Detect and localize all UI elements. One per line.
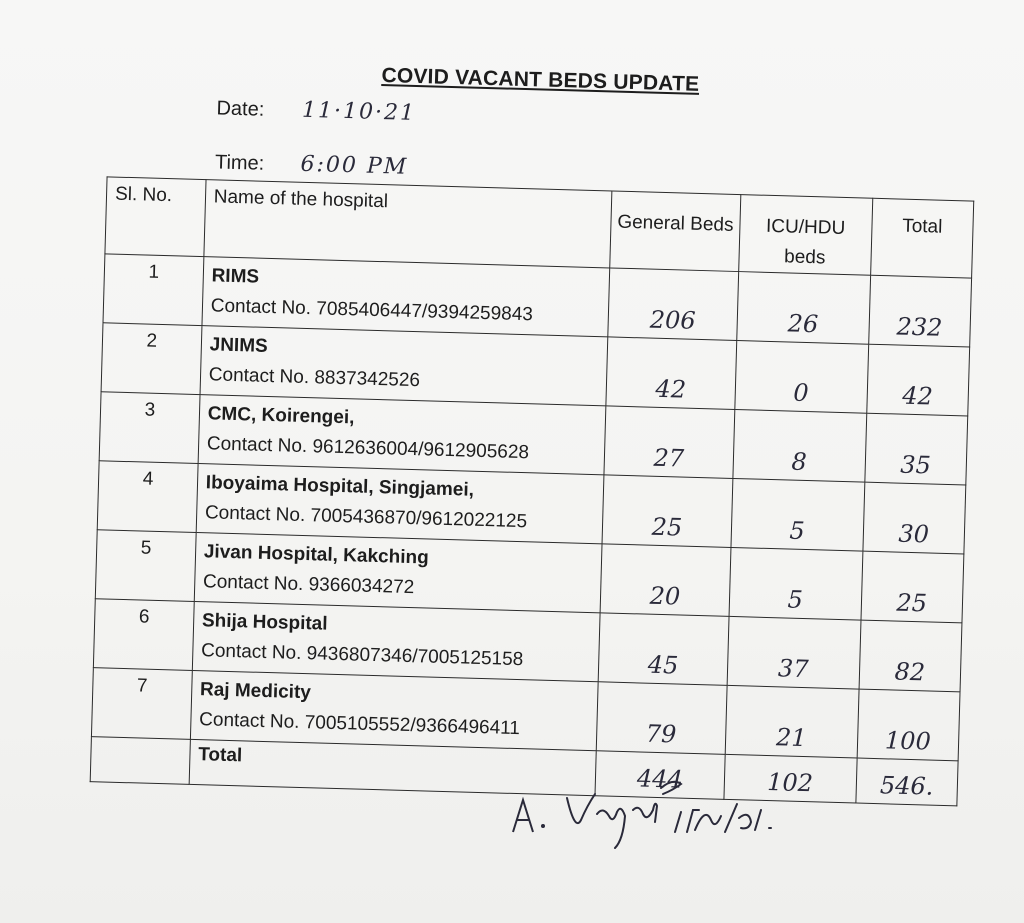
grand-total-cell bbox=[855, 758, 958, 806]
row-sl-no: 3 bbox=[99, 392, 200, 464]
date-value: 11·10·21 bbox=[301, 97, 417, 126]
row-icu-cell bbox=[729, 547, 863, 620]
general-beds-value: 25 bbox=[651, 512, 683, 542]
row-general-cell bbox=[598, 613, 729, 686]
header-hospital-name: Name of the hospital bbox=[204, 180, 612, 268]
row-icu-cell bbox=[733, 409, 867, 482]
row-total-cell bbox=[862, 482, 965, 554]
row-general-cell bbox=[604, 406, 735, 479]
hospital-name: JNIMS bbox=[209, 334, 269, 357]
icu-beds-value: 21 bbox=[775, 723, 808, 753]
row-hospital bbox=[198, 395, 606, 475]
row-hospital bbox=[194, 532, 602, 612]
row-general-cell bbox=[608, 268, 739, 341]
row-general-cell bbox=[602, 475, 733, 548]
row-sl-no: 1 bbox=[103, 254, 204, 326]
total-beds-value: 30 bbox=[898, 519, 930, 549]
general-beds-value: 206 bbox=[649, 305, 697, 335]
row-icu-cell bbox=[737, 272, 871, 345]
row-hospital bbox=[200, 326, 608, 406]
hospital-contact: Contact No. 9436807346/7005125158 bbox=[200, 640, 524, 671]
icu-beds-value: 26 bbox=[787, 309, 819, 339]
general-beds-value: 27 bbox=[653, 443, 685, 473]
date-label: Date: bbox=[216, 97, 265, 121]
header-general-beds: General Beds bbox=[610, 191, 741, 272]
time-value: 6:00 PM bbox=[300, 151, 409, 180]
header-icu-beds: ICU/HDU beds bbox=[738, 195, 872, 276]
icu-beds-value: 37 bbox=[777, 654, 809, 684]
row-hospital bbox=[196, 464, 604, 544]
row-sl-no: 5 bbox=[95, 530, 196, 602]
row-icu-cell bbox=[725, 685, 859, 758]
total-beds-value: 25 bbox=[896, 588, 928, 618]
general-beds-value: 45 bbox=[647, 650, 679, 680]
row-sl-no: 7 bbox=[91, 668, 192, 740]
hospital-name: Iboyaima Hospital, Singjamei, bbox=[205, 472, 475, 501]
row-icu-cell bbox=[727, 616, 861, 689]
hospital-name: Shija Hospital bbox=[201, 610, 328, 635]
icu-beds-value: 5 bbox=[787, 585, 804, 614]
row-icu-cell bbox=[735, 341, 869, 414]
general-beds-value: 42 bbox=[655, 374, 687, 404]
general-beds-value: 79 bbox=[645, 719, 677, 749]
hospital-contact: Contact No. 8837342526 bbox=[208, 364, 421, 392]
row-sl-no: 6 bbox=[93, 599, 194, 671]
row-icu-cell bbox=[731, 478, 865, 551]
total-beds-value: 100 bbox=[884, 726, 932, 756]
hospital-contact: Contact No. 9612636004/9612905628 bbox=[206, 433, 530, 464]
row-total-cell bbox=[868, 275, 971, 347]
row-total-cell bbox=[866, 344, 969, 416]
hospital-name: Raj Medicity bbox=[199, 679, 312, 704]
row-hospital bbox=[192, 601, 600, 681]
header-sl-no: Sl. No. bbox=[105, 177, 206, 257]
row-total-cell bbox=[861, 551, 964, 623]
total-beds-value: 35 bbox=[899, 450, 932, 480]
row-hospital bbox=[202, 257, 610, 337]
date-row bbox=[216, 95, 416, 126]
row-general-cell bbox=[606, 337, 737, 410]
icu-beds-value: 8 bbox=[791, 447, 808, 477]
hospital-name: CMC, Koirengei, bbox=[207, 403, 355, 429]
general-beds-value: 20 bbox=[649, 581, 681, 611]
total-general-value: 444 bbox=[636, 764, 684, 794]
handwritten-signature bbox=[505, 760, 805, 860]
vacant-beds-table bbox=[90, 176, 975, 806]
hospital-contact: Contact No. 7005436870/9612022125 bbox=[204, 502, 528, 533]
time-row bbox=[215, 149, 409, 179]
header-total: Total bbox=[870, 198, 974, 278]
grand-total-value: 546. bbox=[879, 771, 934, 801]
hospital-name: RIMS bbox=[211, 265, 260, 288]
row-general-cell bbox=[600, 544, 731, 617]
hospital-contact: Contact No. 7005105552/9366496411 bbox=[198, 709, 521, 740]
icu-beds-value: 5 bbox=[789, 516, 806, 545]
row-hospital bbox=[190, 670, 598, 750]
row-sl-no: 4 bbox=[97, 461, 198, 533]
total-beds-value: 82 bbox=[894, 657, 926, 687]
document-sheet bbox=[70, 47, 980, 801]
total-icu-value: 102 bbox=[766, 768, 814, 798]
time-label: Time: bbox=[214, 151, 265, 175]
row-total-cell bbox=[864, 413, 967, 485]
total-row-label: Total bbox=[189, 739, 596, 795]
row-total-cell bbox=[857, 689, 960, 761]
total-row-sl-empty bbox=[90, 737, 190, 785]
document-title: COVID VACANT BEDS UPDATE bbox=[381, 64, 700, 96]
hospital-name: Jivan Hospital, Kakching bbox=[203, 541, 430, 569]
row-total-cell bbox=[859, 620, 962, 692]
hospital-contact: Contact No. 9366034272 bbox=[202, 571, 415, 599]
signature-drawing bbox=[505, 760, 805, 860]
icu-beds-value: 0 bbox=[792, 378, 810, 408]
hospital-contact: Contact No. 7085406447/9394259843 bbox=[210, 295, 534, 326]
total-beds-value: 232 bbox=[896, 312, 943, 342]
row-sl-no: 2 bbox=[101, 323, 202, 395]
total-beds-value: 42 bbox=[901, 381, 934, 411]
row-general-cell bbox=[596, 682, 727, 755]
